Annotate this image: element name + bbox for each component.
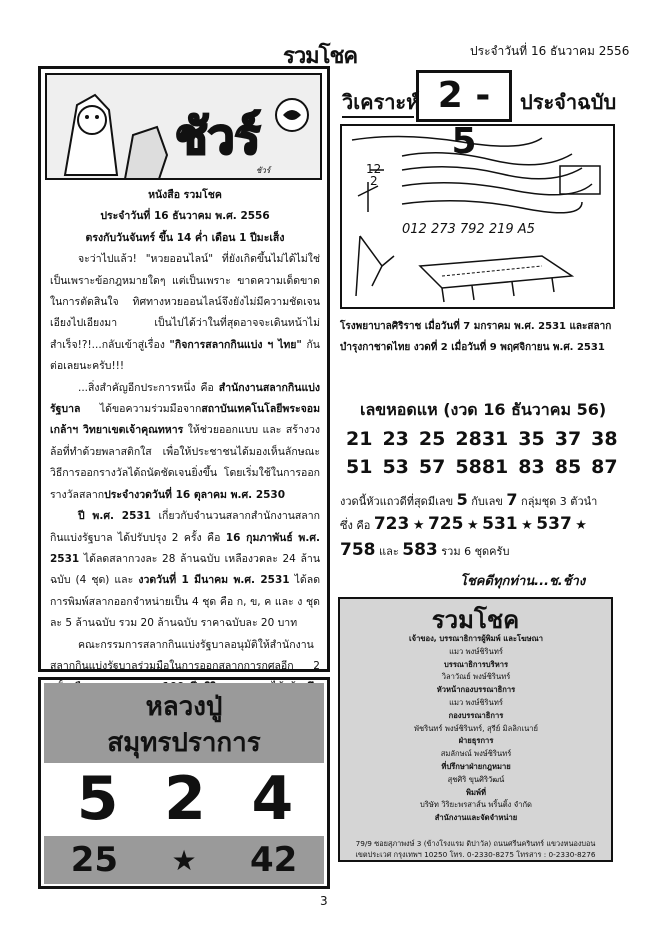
header-logo: รวมโชค [283, 44, 358, 69]
number: 21 [346, 428, 373, 450]
lotto-pair-right: 42 [249, 840, 298, 880]
lotto-digits [54, 766, 316, 832]
star-icon: ★ [466, 518, 479, 533]
numbers-title: เลขหอดแห (งวด 16 ธันวาคม 56) [360, 400, 607, 419]
number: 37 [554, 428, 582, 450]
number: 83 [518, 456, 545, 478]
credit-role: เจ้าของ, บรรณาธิการผู้พิมพ์ และโฆษณา [409, 634, 543, 643]
hand-fraction-top: 12 [366, 162, 382, 176]
chua-banner [45, 73, 322, 180]
number: 28 [455, 428, 482, 450]
number: 35 [518, 428, 545, 450]
star-icon: ★ [412, 518, 425, 533]
best-lead-text: งวดนี้หัวแถวดีที่สุดมีเลข 5 กับเลข 7 กลุ่มชุด 3 ตัวนำ [340, 490, 598, 509]
paragraph-2: ...สิ่งสำคัญอีกประการหนึ่ง คือ สำนักงานสลากกินแบ่งรัฐบาล ได้ขอความร่วมมือจากสถาบันเทคโนโลยีพระจอมเกล้าฯ วิทยาเขตเจ้าคุณทหาร ให้ช่วยออกแบบ และ สร้างวงล้อที่ทำด้วยพลาสติกใส เพื่อให้ประชาชนได้มองเห็นลักษณะวิธีการออกรางวัลได้ถนัดชัดเจนยิ่งขึ้น โดยเริ่มใช้ในการออกรางวัลสลากประจำงวดวันที่ 16 ตุลาคม พ.ศ. 2530 [50, 381, 321, 501]
analysis-suffix: ประจำฉบับ [520, 90, 617, 114]
number: 53 [382, 456, 409, 478]
credit-role: กองบรรณาธิการ [448, 710, 504, 720]
number: 87 [591, 456, 618, 478]
hand-fraction-bottom: 2 [370, 174, 378, 188]
handwritten-note [340, 124, 615, 309]
credits-address: 79/9 ซอยสุภาพงษ์ 3 (ข้างโรงแรม ดิปาวัล) ถนนศรีนครินทร์ แขวงหนองบอน เขตประเวศ กรุงเทพฯ 10250 โทร. 0-2330-8275 โทรสาร : 0-2330-8276 [355, 839, 596, 859]
credit-name: วิลาวัณย์ พงษ์ชิรินทร์ [441, 672, 511, 682]
hand-numbers: 012 273 792 219 A5 [402, 222, 535, 237]
credit-name: พัชรินทร์ พงษ์ชิรินทร์, สุรีย์ มิลลิกเนาย์ [414, 723, 538, 733]
credit-role: หัวหน้ากองบรรณาธิการ [436, 685, 516, 695]
number: 31 [481, 428, 509, 450]
number: 58 [455, 456, 482, 478]
lotto-title-line2: สมุทรปราการ [107, 728, 261, 758]
analysis-value: 2 - 5 [416, 70, 512, 122]
divider [342, 116, 414, 118]
number: 23 [382, 428, 409, 450]
signoff: โชคดีทุกท่าน...ช.ช้าง [460, 574, 586, 589]
lunar-date: ตรงกับวันจันทร์ ขึ้น 14 ค่ำ เดือน 1 ปีมะเส็ง [85, 231, 285, 244]
star-icon: ★ [171, 843, 197, 877]
combo-line-1: ซึ่ง คือ 723 ★ 725 ★ 531 ★ 537 ★ [340, 514, 587, 534]
number: 25 [418, 428, 446, 450]
number: 81 [481, 456, 509, 478]
numbers-row-1 [346, 428, 616, 450]
star-icon: ★ [521, 518, 533, 533]
page-number: 3 [320, 894, 328, 908]
star-icon: ★ [575, 518, 587, 533]
credit-name: สุชศิริ ขุนศิริวัฒน์ [447, 774, 505, 784]
credit-role: ที่ปรึกษาฝ่ายกฎหมาย [441, 761, 511, 771]
issue-date: ประจำวันที่ 16 ธันวาคม พ.ศ. 2556 [100, 210, 270, 223]
credit-role: พิมพ์ที่ [465, 787, 487, 797]
credits-list [342, 633, 610, 825]
credit-role: ฝ่ายธุรการ [458, 736, 494, 746]
combo-number: 723 [373, 514, 410, 534]
lotto-digit: 5 [76, 764, 119, 834]
combo-number: 537 [536, 514, 572, 534]
paragraph-4: คณะกรรมการสลากกินแบ่งรัฐบาลอนุมัติให้สำนักงานสลากกินแบ่งรัฐบาลร่วมมือในการออกสลากการกุศลอีก 2 [50, 638, 320, 672]
svg-text:ชัวร์: ชัวร์ [175, 109, 261, 165]
hospital-text: โรงพยาบาลศิริราช เมื่อวันที่ 7 มกราคม พ.ศ. 2531 และสลากบำรุงกาชาดไทย งวดที่ 2 เมื่อวันที่ 9 พฤศจิกายน พ.ศ. 2531 [340, 321, 612, 353]
article-body [50, 185, 320, 720]
header-date: ประจำวันที่ 16 ธันวาคม 2556 [470, 44, 630, 58]
combo-number: 725 [427, 514, 464, 534]
numbers-row-2 [346, 456, 616, 478]
cartoon-illustration [47, 75, 322, 180]
lotto-digit: 4 [251, 764, 294, 834]
lotto-digit: 2 [164, 764, 206, 834]
credit-name: บริษัท วิริยะพรสาส์น พริ้นติ้ง จำกัด [420, 800, 532, 810]
paragraph-3: ปี พ.ศ. 2531 เกี่ยวกับจำนวนสลากสำนักงานสลากกินแบ่งรัฐบาล ได้ปรับปรุง 2 ครั้ง คือ 16 กุมภาพันธ์ พ.ศ. 2531 ได้ลดสลากวงละ 28 ล้านฉบับ เหลืองวดละ 24 ล้านฉบับ (4 ชุด) และ งวดวันที่ 1 มีนาคม พ.ศ. 2531 ได้ลดการพิมพ์สลากออกจำหน่ายเป็น 4 ชุด คือ ก, ข, ค และ ง ชุดละ 5 ล้านฉบับ รวม 20 ล้านฉบับ ราคาฉบับละ 20 บาท [50, 510, 321, 630]
combo-number: 531 [482, 514, 518, 534]
number: 57 [418, 456, 446, 478]
credit-name: แมว พงษ์ชิรินทร์ [449, 646, 503, 656]
lotto-pairs [44, 836, 324, 884]
banner-stamp: ชัวร์ [256, 166, 271, 175]
book-title: หนังสือ รวมโชค [148, 189, 222, 201]
lotto-title-line1: หลวงปู่ [145, 692, 223, 722]
number: 85 [554, 456, 582, 478]
credits-title: รวมโชค [431, 606, 520, 634]
handwriting-sketch [342, 126, 615, 309]
credit-name: สมลักษณ์ พงษ์ชิรินทร์ [440, 749, 512, 759]
number: 51 [346, 456, 373, 478]
analysis-label: วิเคราะห์ [342, 90, 420, 114]
lotto-pair-left: 25 [70, 840, 119, 880]
number: 38 [591, 428, 618, 450]
paragraph-1: จะว่าไปแล้ว! "หวยออนไลน์" ที่ยังเกิดขึ้นไม่ได้ไม่ใช่เป็นเพราะข้อกฎหมายใดๆ แต่เป็นเพราะ ขาดความเด็ดขาดในการตัดสินใจ ทิศทางหวยออนไลน์จึงยังไม่มีความชัดเจน เอียงไปเอียงมา เป็นไปได้ว่าในที่สุดอาจจะเดินหน้าไม่สำเร็จ!?!...กลับเข้าสู่เรื่อง "กิจการสลากกินแบ่ง ฯ ไทย" กันต่อเลยนะครับ!!! [50, 253, 320, 373]
combo-line-2: 758 และ 583 รวม 6 ชุดครับ [340, 540, 510, 560]
credit-role: บรรณาธิการบริหาร [443, 659, 509, 669]
credit-role: สำนักงานและจัดจำหน่าย [434, 813, 518, 823]
credit-name: แมว พงษ์ชิรินทร์ [449, 697, 503, 707]
